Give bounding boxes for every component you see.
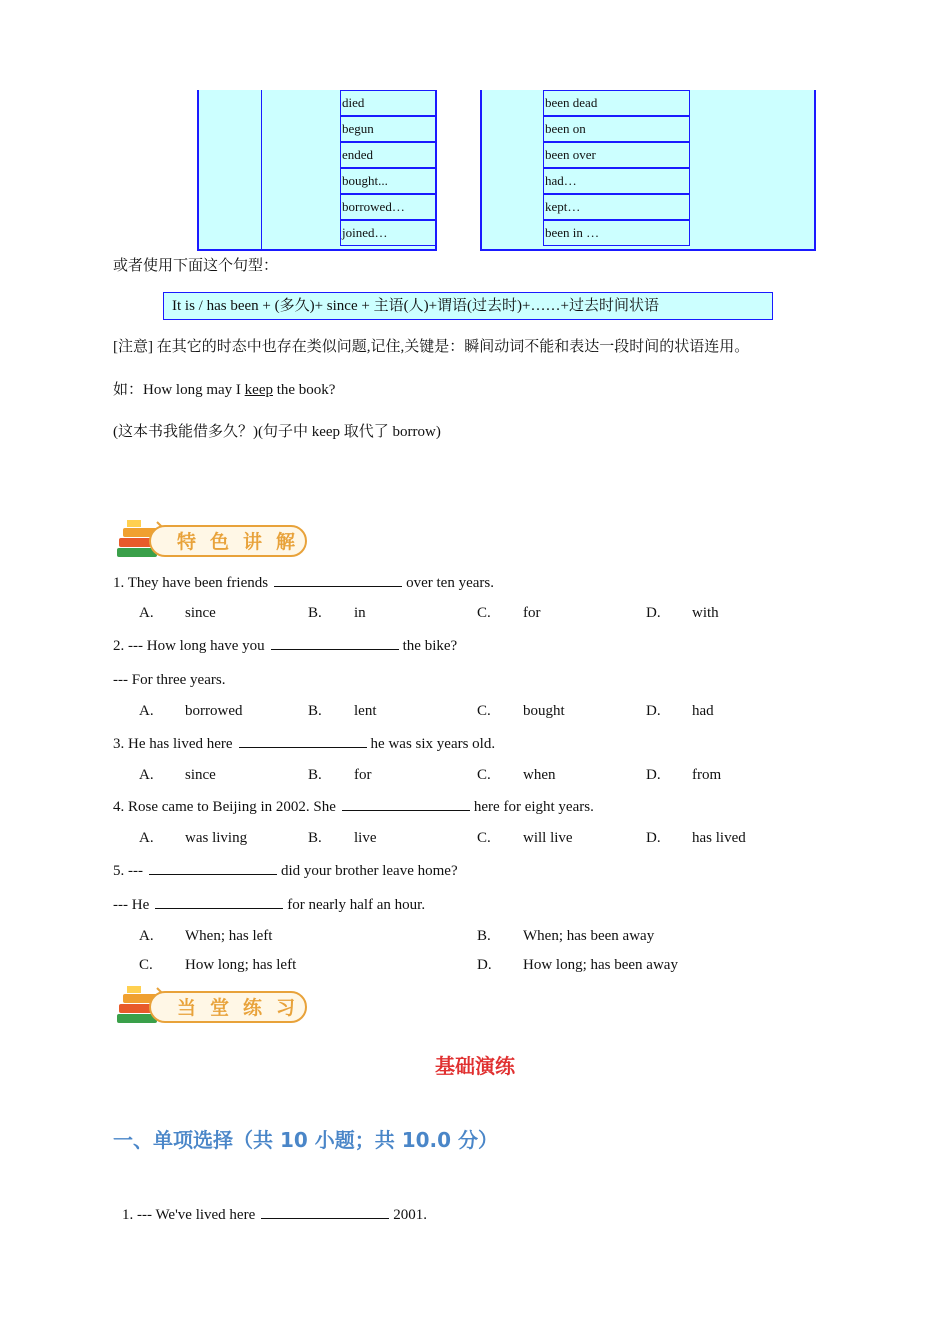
option-text[interactable]: has lived bbox=[692, 830, 746, 846]
option-letter: B. bbox=[308, 767, 322, 783]
option-letter: C. bbox=[477, 703, 491, 719]
answer-blank[interactable] bbox=[274, 572, 402, 587]
option-letter: C. bbox=[477, 767, 491, 783]
question-text: 5. --- bbox=[113, 863, 143, 879]
option-text[interactable]: How long; has left bbox=[185, 957, 297, 973]
exercise-question-1 bbox=[122, 1204, 427, 1225]
option-letter: A. bbox=[139, 703, 154, 719]
option-text[interactable]: How long; has been away bbox=[523, 957, 678, 973]
table-cell: bought... bbox=[340, 168, 436, 194]
option-text[interactable]: borrowed bbox=[185, 703, 243, 719]
option-letter: B. bbox=[477, 928, 491, 944]
question-text: for nearly half an hour. bbox=[287, 897, 426, 913]
table-cell: joined… bbox=[340, 220, 436, 246]
option-text[interactable]: will live bbox=[523, 830, 573, 846]
translation-text: (这本书我能借多久？)(句子中 keep 取代了 borrow) bbox=[113, 424, 441, 440]
option-text[interactable]: was living bbox=[185, 830, 248, 846]
question-1 bbox=[113, 572, 494, 593]
question-text: 1. They have been friends bbox=[113, 575, 269, 591]
answer-blank[interactable] bbox=[149, 860, 277, 875]
question-text: 2001. bbox=[393, 1207, 427, 1223]
option-letter: D. bbox=[646, 605, 661, 621]
example-text bbox=[113, 380, 335, 400]
verb-table-left bbox=[197, 90, 437, 251]
option-text[interactable]: when bbox=[523, 767, 556, 783]
table-cell: been over bbox=[543, 142, 690, 168]
option-text[interactable]: had bbox=[692, 703, 714, 719]
option-text[interactable]: in bbox=[354, 605, 366, 621]
section-center-title: 基础演练 bbox=[435, 1054, 515, 1078]
question-text: did your brother leave home? bbox=[281, 863, 458, 879]
option-letter: C. bbox=[477, 605, 491, 621]
table-cell: ended bbox=[340, 142, 436, 168]
question-2 bbox=[113, 635, 457, 656]
sentence-pattern-box: It is / has been + (多久)+ since + 主语(人)+谓语(过去时)+……+过去时间状语 bbox=[163, 292, 773, 320]
table-cell: had… bbox=[543, 168, 690, 194]
table-cell: been dead bbox=[543, 90, 690, 116]
example-keyword: keep bbox=[244, 382, 273, 398]
answer-line: --- For three years. bbox=[113, 672, 226, 688]
table-cell: died bbox=[340, 90, 436, 116]
option-letter: C. bbox=[139, 957, 153, 973]
question-text: here for eight years. bbox=[473, 799, 594, 815]
option-text[interactable]: live bbox=[354, 830, 377, 846]
option-letter: A. bbox=[139, 830, 154, 846]
answer-blank[interactable] bbox=[261, 1204, 389, 1219]
option-letter: A. bbox=[139, 605, 154, 621]
option-text[interactable]: since bbox=[185, 767, 216, 783]
section-banner-practice bbox=[113, 984, 313, 1032]
option-text[interactable]: from bbox=[692, 767, 722, 783]
answer-blank[interactable] bbox=[271, 635, 399, 650]
option-letter: B. bbox=[308, 703, 322, 719]
section-banner-features bbox=[113, 518, 313, 566]
question-text: 4. Rose came to Beijing in 2002. She bbox=[113, 799, 336, 815]
note-text: [注意] 在其它的时态中也存在类似问题,记住,关键是：瞬间动词不能和表达一段时间的状语连用。 bbox=[113, 339, 750, 355]
table-divider bbox=[261, 90, 262, 249]
table-cell: been in … bbox=[543, 220, 690, 246]
question-3 bbox=[113, 733, 495, 754]
option-letter: C. bbox=[477, 830, 491, 846]
question-text: the bike? bbox=[402, 638, 458, 654]
banner-label: 当堂练习 bbox=[177, 997, 310, 1019]
option-text[interactable]: When; has left bbox=[185, 928, 273, 944]
option-text[interactable]: for bbox=[354, 767, 372, 783]
option-letter: B. bbox=[308, 605, 322, 621]
question-text: 1. --- We've lived here bbox=[122, 1207, 256, 1223]
option-text[interactable]: When; has been away bbox=[523, 928, 655, 944]
option-letter: D. bbox=[646, 830, 661, 846]
option-letter: D. bbox=[646, 767, 661, 783]
option-letter: D. bbox=[646, 703, 661, 719]
option-text[interactable]: lent bbox=[354, 703, 377, 719]
example-suffix: the book? bbox=[272, 382, 336, 398]
table-cell: been on bbox=[543, 116, 690, 142]
option-letter: D. bbox=[477, 957, 492, 973]
table-cell: borrowed… bbox=[340, 194, 436, 220]
option-letter: A. bbox=[139, 928, 154, 944]
table-cell: kept… bbox=[543, 194, 690, 220]
option-text[interactable]: since bbox=[185, 605, 216, 621]
section-title: 一、单项选择（共 10 小题；共 10.0 分） bbox=[113, 1128, 499, 1152]
question-5-reply bbox=[113, 894, 425, 915]
banner-pill bbox=[149, 525, 310, 557]
question-text: 2. --- How long have you bbox=[113, 638, 265, 654]
option-text[interactable]: bought bbox=[523, 703, 565, 719]
banner-label: 特色讲解 bbox=[177, 531, 310, 553]
answer-blank[interactable] bbox=[239, 733, 367, 748]
example-prefix: 如：How long may I bbox=[113, 382, 245, 398]
option-text[interactable]: for bbox=[523, 605, 541, 621]
table-cell: begun bbox=[340, 116, 436, 142]
option-text[interactable]: with bbox=[692, 605, 719, 621]
question-text: --- He bbox=[113, 897, 150, 913]
question-5 bbox=[113, 860, 458, 881]
option-letter: A. bbox=[139, 767, 154, 783]
verb-table-right bbox=[480, 90, 816, 251]
answer-blank[interactable] bbox=[342, 796, 470, 811]
intro-text: 或者使用下面这个句型： bbox=[113, 258, 279, 274]
answer-blank[interactable] bbox=[155, 894, 283, 909]
question-text: over ten years. bbox=[406, 575, 494, 591]
question-text: he was six years old. bbox=[370, 736, 496, 752]
question-text: 3. He has lived here bbox=[113, 736, 233, 752]
question-4 bbox=[113, 796, 594, 817]
option-letter: B. bbox=[308, 830, 322, 846]
banner-pill bbox=[149, 991, 310, 1023]
